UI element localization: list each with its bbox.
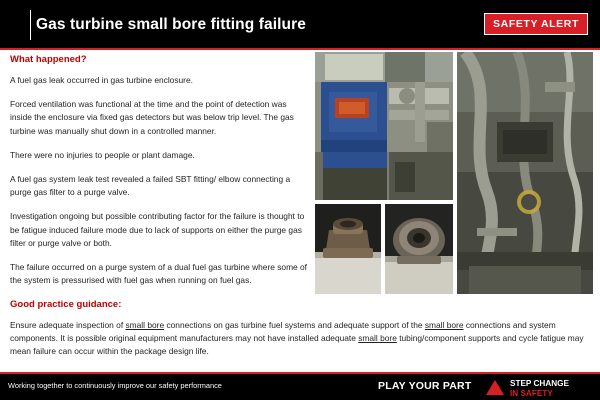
engine-bay-piping-image: [457, 52, 593, 294]
step-change-line1: STEP CHANGE: [510, 379, 569, 388]
gp-text-2: connections on gas turbine fuel systems and adequate support of the: [164, 320, 425, 330]
play-your-part-logo: PLAY YOUR PART: [378, 380, 472, 392]
good-practice-section: [10, 299, 590, 359]
photo-blue-turbine-skid: [315, 52, 453, 200]
paragraph: There were no injuries to people or plant damage.: [10, 149, 195, 160]
status-badge: SAFETY ALERT: [484, 13, 588, 35]
blue-turbine-skid-image: [315, 52, 453, 200]
paragraph: A fuel gas system leak test revealed a failed SBT fitting/ elbow connecting a purge gas filter to a purge valve.: [10, 174, 291, 198]
photo-failed-fitting: [315, 204, 381, 294]
step-change-logo: [510, 379, 569, 398]
paragraph: Forced ventilation was functional at the time and the point of detection was inside the enclosure via fixed gas detectors but was below trip level. The gas turbine was manually shut down in a controlled manner.: [10, 99, 294, 136]
paragraph: The failure occurred on a purge system of a dual fuel gas turbine where some of the system is pressurised with fuel gas when running on fuel gas.: [10, 262, 308, 286]
footer-bar: [0, 374, 600, 400]
paragraph: Investigation ongoing but possible contributing factor for the failure is thought to be fatigue induced failure mode due to lack of supports on either the purge gas filter or purge valve or both.: [10, 211, 305, 248]
what-happened-heading: What happened?: [10, 54, 87, 65]
warning-triangle-icon: [486, 380, 504, 395]
gp-underline-1: small bore: [125, 320, 165, 330]
paragraph: A fuel gas leak occurred in gas turbine enclosure.: [10, 75, 193, 85]
step-change-line2: IN SAFETY: [510, 388, 553, 398]
header-title-text: Gas turbine small bore fitting failure: [36, 16, 306, 33]
gp-text-1: Ensure adequate inspection of: [10, 320, 126, 330]
header-bar: [0, 0, 600, 48]
failed-fitting-image: [315, 204, 381, 294]
main-text-column: [10, 54, 310, 298]
photo-fractured-elbow: [385, 204, 453, 294]
photo-engine-bay-piping: [457, 52, 593, 294]
good-practice-heading: Good practice guidance:: [10, 299, 122, 310]
gp-text-4: tubing/component supports and cycle fatigue may mean failure can occur within the package design life.: [10, 333, 584, 357]
footer-tagline: Working together to continuously improve our safety performance: [8, 381, 222, 390]
gp-underline-2: small bore: [424, 320, 464, 330]
fractured-elbow-image: [385, 204, 453, 294]
page-title: [36, 12, 516, 38]
header-divider: [30, 10, 31, 40]
good-practice-paragraph: [10, 319, 590, 359]
photo-collage: [315, 48, 593, 293]
gp-underline-3: small bore: [358, 333, 397, 344]
gp-text-3: connections and system components. It is possible original equipment manufacturers may not have installed adequate: [10, 320, 556, 344]
